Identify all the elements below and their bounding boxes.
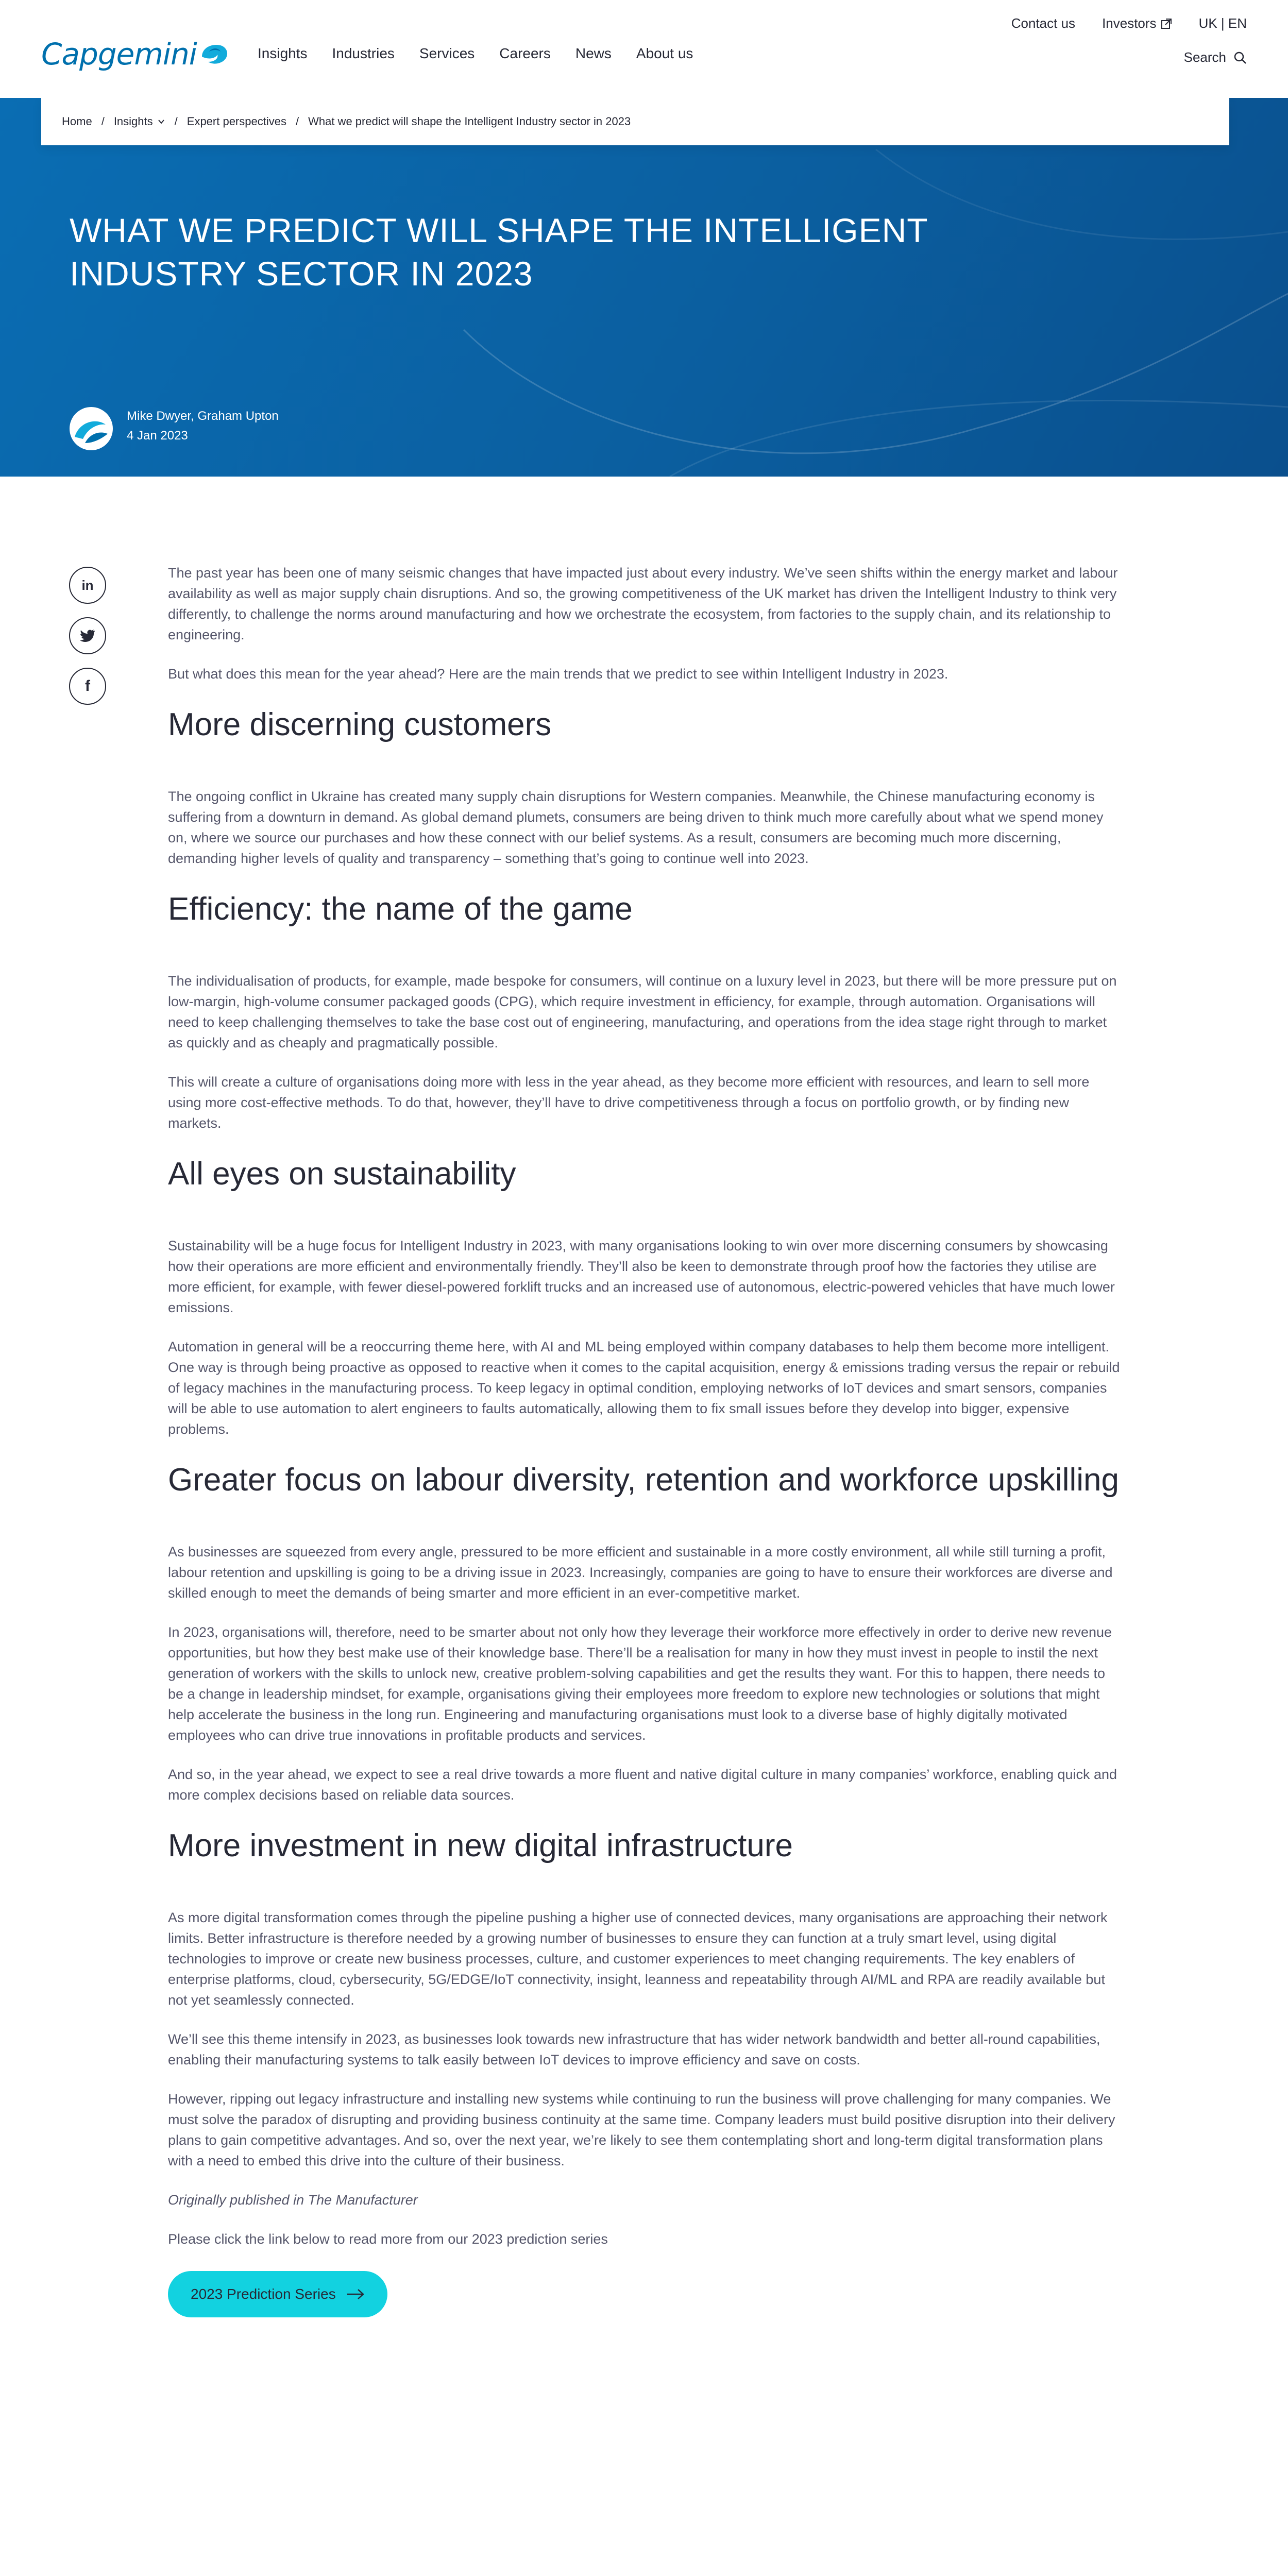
chevron-down-icon — [157, 117, 165, 126]
nav-about-us[interactable]: About us — [636, 45, 693, 61]
section-paragraph: Automation in general will be a reoccurring theme here, with AI and ML being employed within company databases to help them become more intelligent. One way is through being proactive as opposed to reactive when it comes to the capital acquisition, energy & emissions trading versus the repair or rebuild of legacy machines in the manufacturing process. To keep legacy in optimal condition, employing networks of IoT devices and smart sensors, companies will be able to use automation to alert engineers to faults automatically, allowing them to fix small issues before they develop into bigger, expensive problems. — [168, 1339, 1120, 1437]
section-heading-customers: More discerning customers — [168, 707, 552, 742]
nav-news[interactable]: News — [575, 45, 612, 61]
logo-text: Capgemini — [41, 37, 197, 72]
utility-links — [1011, 15, 1247, 31]
breadcrumb-insights-label: Insights — [113, 115, 153, 128]
language-switcher[interactable]: UK | EN — [1198, 15, 1247, 31]
capgemini-logo[interactable] — [41, 35, 230, 73]
spade-icon — [200, 41, 230, 67]
section-paragraph: The individualisation of products, for example, made bespoke for consumers, will continue on a luxury level in 2023, but there will be more pressure put on low-margin, high-volume consumer packaged goods (CPG), which require investment in efficiency, for example, through automation. Organisations will need to keep challenging themselves to take the base cost out of engineering, manufacturing, and operations from the idea stage right through to market as quickly and as cheaply and pragmatically possible. — [168, 973, 1117, 1050]
breadcrumb-separator: / — [174, 115, 178, 128]
breadcrumb-current: What we predict will shape the Intelligent Industry sector in 2023 — [308, 115, 631, 128]
section-heading-infrastructure: More investment in new digital infrastructure — [168, 1828, 793, 1863]
cta-label: 2023 Prediction Series — [191, 2286, 336, 2302]
page-title: WHAT WE PREDICT WILL SHAPE THE INTELLIGENT INDUSTRY SECTOR IN 2023 — [70, 211, 928, 293]
section-heading-labour: Greater focus on labour diversity, retention and workforce upskilling — [168, 1462, 1119, 1498]
section-paragraph: Sustainability will be a huge focus for Intelligent Industry in 2023, with many organisations looking to win over more discerning consumers by showcasing how their operations are more efficient and environmentally friendly. They’ll also be keen to demonstrate through proof how the factories they utilise are more efficient, for example, with fewer diesel-powered forklift trucks and an increased use of autonomous, electric-powered vehicles that have much lower emissions. — [168, 1238, 1115, 1315]
search-icon — [1233, 51, 1247, 64]
hero-banner — [0, 98, 1288, 477]
section-paragraph: As more digital transformation comes through the pipeline pushing a higher use of connected devices, many organisations are approaching their network limits. Better infrastructure is therefore needed by a growing number of businesses to ensure they can function at a truly smart level, using digital technologies to improve or create new business processes, culture, and customer experiences to meet changing requirements. The key enablers of enterprise platforms, cloud, cybersecurity, 5G/EDGE/IoT connectivity, insight, leanness and repeatability through AI/ML and RPA are readily available but not yet seamlessly connected. — [168, 1910, 1108, 2008]
article-authors: Mike Dwyer, Graham Upton — [127, 409, 279, 423]
intro-paragraph: But what does this mean for the year ahead? Here are the main trends that we predict to see within Intelligent Industry in 2023. — [168, 666, 948, 682]
nav-industries[interactable]: Industries — [332, 45, 395, 61]
breadcrumb-expert-perspectives[interactable]: Expert perspectives — [187, 115, 286, 128]
contact-us-link[interactable]: Contact us — [1011, 15, 1076, 31]
breadcrumb-separator: / — [295, 115, 299, 128]
share-bar — [69, 567, 106, 705]
share-twitter-button[interactable] — [69, 617, 106, 654]
breadcrumb-insights[interactable] — [114, 115, 165, 128]
nav-careers[interactable]: Careers — [499, 45, 551, 61]
breadcrumb — [41, 98, 1229, 145]
section-paragraph: In 2023, organisations will, therefore, need to be smarter about not only how they leverage their workforce more effectively in order to derive new revenue opportunities, but how they best make use of their knowledge base. There’ll be a realisation for many in how they must invest in people to instil the next generation of workers with the skills to unlock new, creative problem-solving capabilities and get the results they want. For this to happen, there needs to be a change in leadership mindset, for example, organisations giving their employees more freedom to explore new technologies or solutions that might help accelerate the business in the long run. Engineering and manufacturing organisations must look to a diverse base of highly digitally motivated employees who can drive true innovations in profitable products and services. — [168, 1624, 1112, 1743]
section-paragraph: We’ll see this theme intensify in 2023, as businesses look towards new infrastructure that has wider network bandwidth and better all-round capabilities, enabling their manufacturing systems to talk easily between IoT devices to improve efficiency and save on costs. — [168, 2031, 1100, 2067]
author-avatar — [70, 407, 113, 450]
site-header — [0, 0, 1288, 98]
author-avatar-graphic — [70, 407, 113, 450]
search-label: Search — [1183, 49, 1226, 65]
cta-intro: Please click the link below to read more from our 2023 prediction series — [168, 2231, 608, 2247]
breadcrumb-separator: / — [101, 115, 105, 128]
section-paragraph: However, ripping out legacy infrastructure and installing new systems while continuing to run the business will prove challenging for many companies. We must solve the paradox of disrupting and providing business continuity at the same time. Company leaders must build positive disruption into their delivery plans to gain competitive advantages. And so, over the next year, we’re likely to see them contemplating short and long-term digital transformation plans with a need to embed this drive into the culture of their business. — [168, 2091, 1115, 2168]
twitter-icon — [80, 629, 95, 642]
share-linkedin-button[interactable] — [69, 567, 106, 604]
facebook-icon: f — [85, 677, 90, 694]
main-nav — [258, 45, 693, 62]
investors-label: Investors — [1102, 15, 1157, 31]
search-button[interactable] — [1184, 49, 1247, 65]
share-facebook-button[interactable] — [69, 668, 106, 705]
section-heading-efficiency: Efficiency: the name of the game — [168, 891, 633, 927]
breadcrumb-home[interactable]: Home — [62, 115, 92, 128]
section-paragraph: The ongoing conflict in Ukraine has created many supply chain disruptions for Western companies. Meanwhile, the Chinese manufacturing economy is suffering from a downturn in demand. As global demand plumets, consumers are being driven to think much more carefully about what we spend money on, where we source our purchases and how these connect with our belief systems. As a result, consumers are becoming much more discerning, demanding higher levels of quality and transparency – something that’s going to continue well into 2023. — [168, 789, 1104, 866]
section-paragraph: And so, in the year ahead, we expect to see a real drive towards a more fluent and native digital culture in many companies’ workforce, enabling quick and more complex decisions based on reliable data sources. — [168, 1767, 1117, 1803]
section-heading-sustainability: All eyes on sustainability — [168, 1156, 516, 1192]
arrow-right-icon — [347, 2289, 365, 2300]
section-paragraph: As businesses are squeezed from every angle, pressured to be more efficient and sustainable in a more costly environment, all while still turning a profit, labour retention and upskilling is going to be a driving issue in 2023. Increasingly, companies are going to have to ensure their workforces are diverse and skilled enough to meet the demands of being smarter and more efficient in an ever-competitive market. — [168, 1544, 1113, 1601]
intro-paragraph: The past year has been one of many seismic changes that have impacted just about every industry. We’ve seen shifts within the energy market and labour availability as well as major supply chain disruptions. And so, the growing competitiveness of the UK market has driven the Intelligent Industry to think very differently, to challenge the norms around manufacturing and how we orchestrate the ecosystem, from factories to the supply chain, and its relationship to engineering. — [168, 565, 1118, 642]
section-paragraph: This will create a culture of organisations doing more with less in the year ahead, as they become more efficient with resources, and learn to sell more using more cost-effective methods. To do that, however, they’ll have to drive competitiveness through a focus on portfolio growth, or by finding new markets. — [168, 1074, 1090, 1131]
article-body — [168, 563, 1121, 2317]
published-note: Originally published in The Manufacturer — [168, 2192, 418, 2208]
prediction-series-button[interactable] — [168, 2271, 387, 2317]
linkedin-icon: in — [81, 577, 94, 593]
nav-services[interactable]: Services — [419, 45, 475, 61]
external-link-icon — [1161, 18, 1172, 29]
article-date: 4 Jan 2023 — [127, 429, 188, 443]
investors-link[interactable] — [1102, 15, 1172, 31]
nav-insights[interactable]: Insights — [258, 45, 308, 61]
